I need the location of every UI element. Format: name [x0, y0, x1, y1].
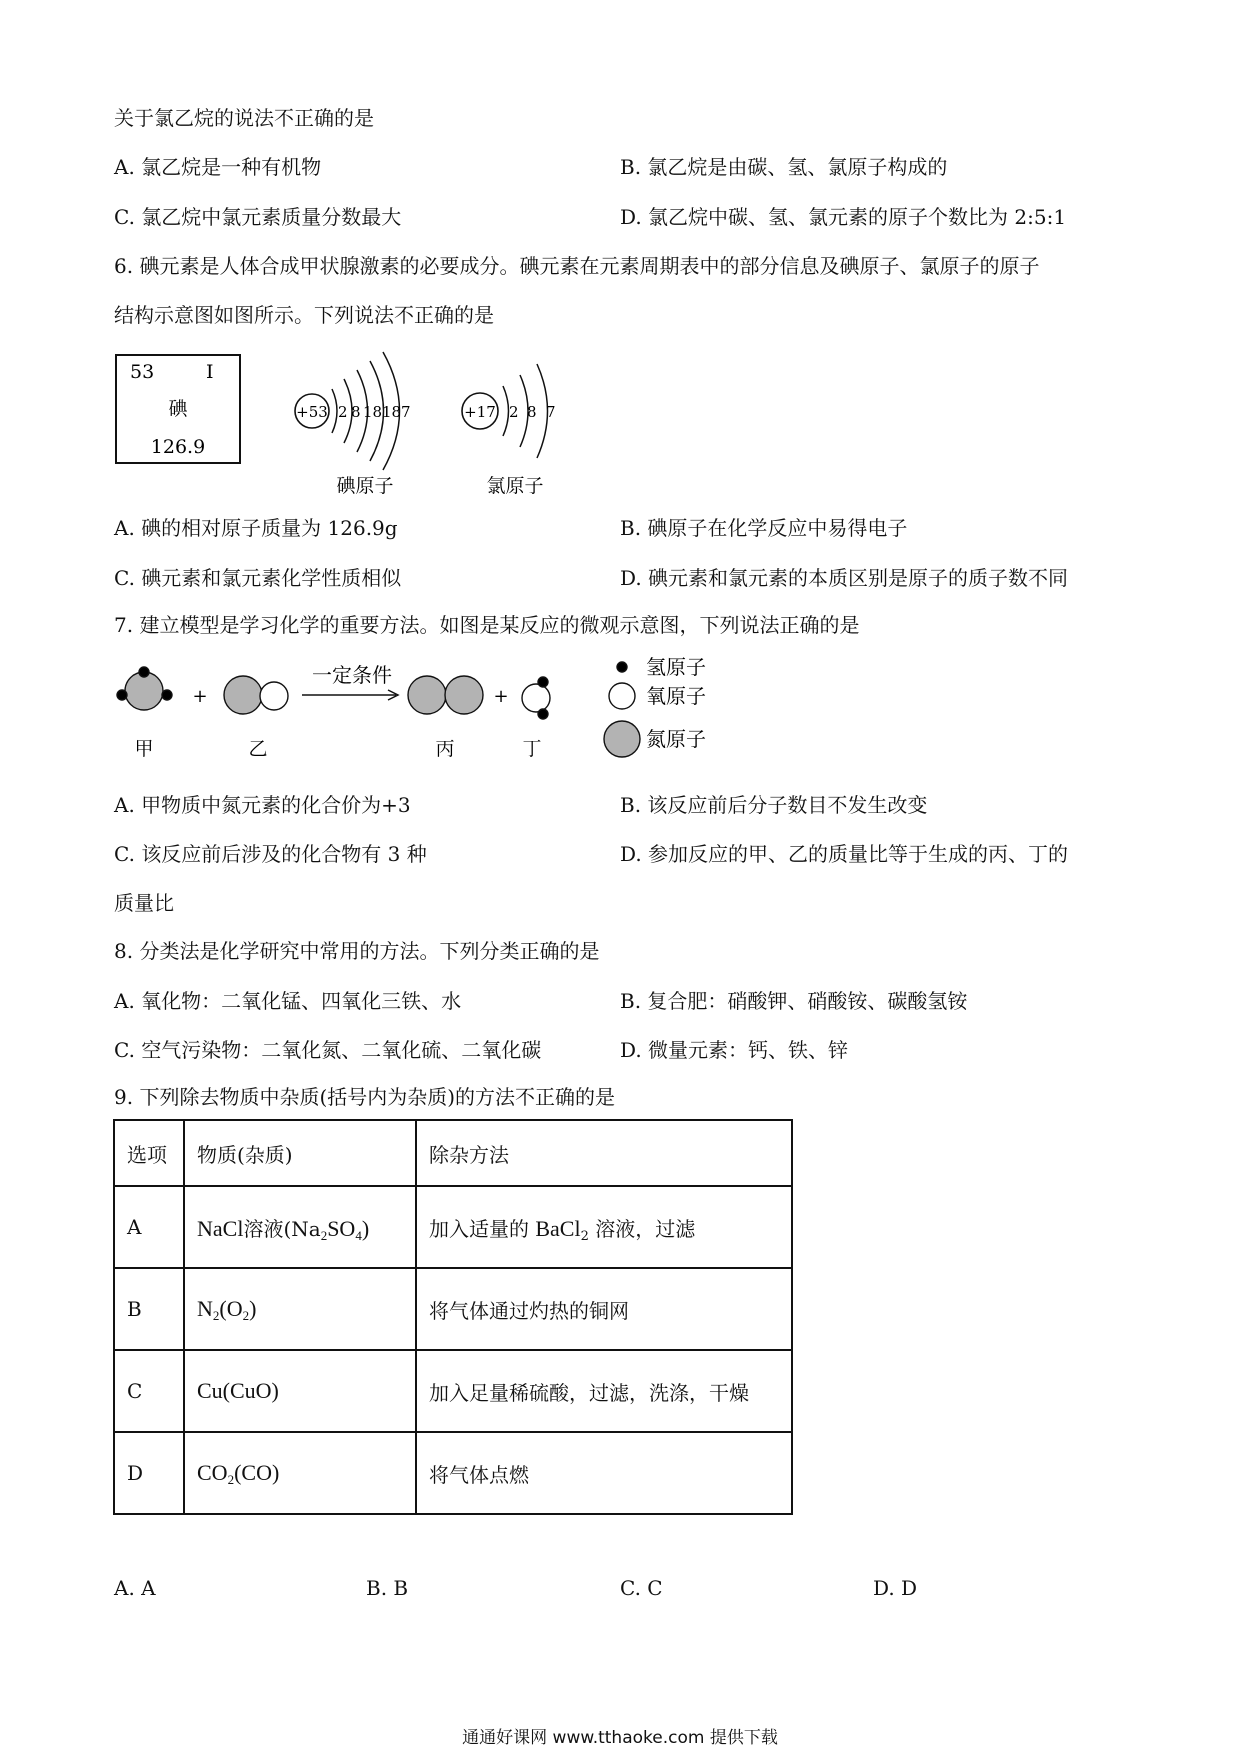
n-atom: [408, 676, 446, 714]
element-symbol: I: [206, 361, 214, 383]
q6-option-b: B. 碘原子在化学反应中易得电子: [620, 516, 908, 540]
row-substance: Cu(CuO): [184, 1350, 416, 1432]
molecule-ding: [522, 677, 550, 719]
row-option: C: [114, 1350, 184, 1432]
row-method: 将气体点燃: [416, 1432, 792, 1514]
q7-option-d: D. 参加反应的甲、乙的质量比等于生成的丙、丁的: [620, 842, 1069, 866]
q5-option-c: C. 氯乙烷中氯元素质量分数最大: [114, 205, 402, 229]
iodine-shell-5: 7: [401, 403, 411, 421]
header-substance: 物质(杂质): [184, 1120, 416, 1186]
molecule-jia: [117, 667, 172, 710]
o-atom: [260, 682, 288, 710]
label-jia: 甲: [134, 738, 154, 760]
q5-stem: 关于氯乙烷的说法不正确的是: [114, 106, 374, 130]
q5-option-b: B. 氯乙烷是由碳、氢、氯原子构成的: [620, 155, 948, 179]
h-atom: [162, 690, 172, 700]
n-atom: [125, 672, 163, 710]
table-row: [114, 1186, 792, 1268]
o-atom: [522, 684, 550, 712]
label-ding: 丁: [522, 738, 542, 760]
iodine-shell-1: 2: [338, 403, 348, 421]
iodine-shell-4: 18: [382, 403, 402, 421]
legend-hydrogen-label: 氢原子: [646, 655, 706, 679]
legend-hydrogen-swatch: [617, 662, 627, 672]
element-name: 碘: [168, 398, 188, 420]
h-atom: [538, 677, 548, 687]
row-method: 将气体通过灼热的铜网: [416, 1268, 792, 1350]
chlorine-nucleus-charge: +17: [464, 403, 496, 421]
label-bing: 丙: [435, 738, 455, 760]
q6-stem-line2: 结构示意图如图所示。下列说法不正确的是: [114, 303, 494, 327]
molecule-yi: [224, 676, 288, 714]
iodine-caption: 碘原子: [336, 475, 394, 497]
table-header-row: [114, 1120, 792, 1186]
table-row: [114, 1268, 792, 1350]
iodine-shell-3: 18: [363, 403, 383, 421]
footer-watermark: 通通好课网 www.tthaoke.com 提供下载: [462, 1728, 778, 1748]
row-method: 加入足量稀硫酸，过滤，洗涤，干燥: [416, 1350, 792, 1432]
q8-option-a: A. 氧化物：二氧化锰、四氧化三铁、水: [114, 989, 462, 1013]
h-atom: [117, 690, 127, 700]
n-atom: [224, 676, 262, 714]
plus-sign-1: +: [192, 686, 208, 707]
q6-option-c: C. 碘元素和氯元素化学性质相似: [114, 566, 402, 590]
header-option: 选项: [114, 1120, 184, 1186]
h-atom: [139, 667, 149, 677]
q8-stem: 8. 分类法是化学研究中常用的方法。下列分类正确的是: [114, 939, 600, 963]
header-method: 除杂方法: [416, 1120, 792, 1186]
row-substance: NaCl溶液$(Na_2SO_4)$: [184, 1186, 416, 1268]
q7-option-d-continued: 质量比: [114, 891, 174, 915]
element-mass: 126.9: [150, 436, 206, 458]
table-row: [114, 1432, 792, 1514]
q6-stem-line1: 6. 碘元素是人体合成甲状腺激素的必要成分。碘元素在元素周期表中的部分信息及碘原子、氯原子的原子: [114, 254, 1040, 278]
chlorine-caption: 氯原子: [486, 475, 544, 497]
q6-option-a: A. 碘的相对原子质量为 126.9g: [114, 516, 398, 540]
q7-reaction-diagram: [100, 650, 740, 770]
row-option: B: [114, 1268, 184, 1350]
q9-stem: 9. 下列除去物质中杂质(括号内为杂质)的方法不正确的是: [114, 1085, 616, 1109]
plus-sign-2: +: [493, 686, 509, 707]
molecule-bing: [408, 676, 483, 714]
q9-choice-b: B. B: [366, 1576, 409, 1600]
row-substance: $N_2(O_2)$: [184, 1268, 416, 1350]
q6-option-d: D. 碘元素和氯元素的本质区别是原子的质子数不同: [620, 566, 1069, 590]
chlorine-shell-2: 8: [527, 403, 537, 421]
row-method: 加入适量的 BaCl$_2$ 溶液，过滤: [416, 1186, 792, 1268]
n-atom: [445, 676, 483, 714]
row-option: A: [114, 1186, 184, 1268]
q9-choice-c: C. C: [620, 1576, 663, 1600]
legend-nitrogen-label: 氮原子: [646, 727, 706, 751]
q8-option-d: D. 微量元素：钙、铁、锌: [620, 1038, 849, 1062]
chlorine-shell-1: 2: [509, 403, 519, 421]
label-yi: 乙: [248, 738, 268, 760]
legend-nitrogen-swatch: [604, 721, 640, 757]
q9-choice-a: A. A: [114, 1576, 156, 1600]
row-option: D: [114, 1432, 184, 1514]
q6-figure: [100, 340, 580, 500]
arrow-label: 一定条件: [312, 663, 392, 687]
q8-option-b: B. 复合肥：硝酸钾、硝酸铵、碳酸氢铵: [620, 989, 968, 1013]
q9-choice-d: D. D: [873, 1576, 918, 1600]
q8-option-c: C. 空气污染物：二氧化氮、二氧化硫、二氧化碳: [114, 1038, 542, 1062]
q7-option-c: C. 该反应前后涉及的化合物有 3 种: [114, 842, 427, 866]
iodine-shell-2: 8: [351, 403, 361, 421]
element-number: 53: [130, 361, 155, 383]
q7-option-a: A. 甲物质中氮元素的化合价为+3: [114, 793, 411, 817]
legend-oxygen-label: 氧原子: [646, 684, 706, 708]
q5-option-a: A. 氯乙烷是一种有机物: [114, 155, 322, 179]
table-row: [114, 1350, 792, 1432]
q7-stem: 7. 建立模型是学习化学的重要方法。如图是某反应的微观示意图，下列说法正确的是: [114, 613, 860, 637]
q9-table: [113, 1119, 793, 1515]
legend-oxygen-swatch: [609, 683, 635, 709]
legend: [604, 662, 640, 757]
chlorine-shell-3: 7: [546, 403, 556, 421]
iodine-nucleus-charge: +53: [296, 403, 328, 421]
q7-option-b: B. 该反应前后分子数目不发生改变: [620, 793, 928, 817]
row-substance: $CO_2(CO)$: [184, 1432, 416, 1514]
q5-option-d: D. 氯乙烷中碳、氢、氯元素的原子个数比为 2:5:1: [620, 205, 1067, 229]
h-atom: [538, 709, 548, 719]
